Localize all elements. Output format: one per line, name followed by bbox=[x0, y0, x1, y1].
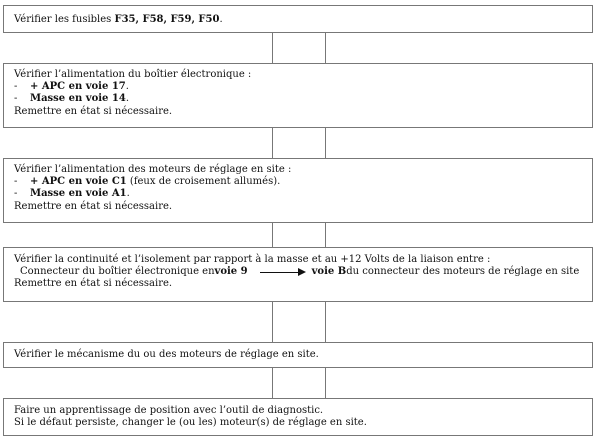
fuses-prefix: Vérifier les fusibles bbox=[14, 14, 115, 25]
learning-line-2: Si le défaut persiste, changer le (ou les) moteur(s) de réglage en site. bbox=[14, 417, 367, 429]
step-check-ecu-power bbox=[3, 63, 593, 128]
motor-power-item-2 bbox=[14, 188, 582, 200]
dash: - bbox=[14, 188, 18, 200]
connector-5 bbox=[272, 368, 326, 398]
connector-2 bbox=[272, 128, 326, 158]
wiring-voie-b: voie B bbox=[311, 266, 347, 278]
wiring-link bbox=[14, 266, 582, 278]
mechanism-text: Vérifier le mécanisme du ou des moteurs de réglage en site. bbox=[14, 349, 319, 360]
apc-voie-c1-note: (feux de croisement allumés). bbox=[126, 176, 281, 188]
connector-3 bbox=[272, 223, 326, 247]
apc-voie-17: + APC en voie 17 bbox=[30, 81, 126, 93]
connector-1 bbox=[272, 33, 326, 63]
wiring-intro: Vérifier la continuité et l’isolement par rapport à la masse et au +12 Volts de la liaison entre : bbox=[14, 254, 491, 265]
wiring-left-text: Connecteur du boîtier électronique en bbox=[20, 266, 215, 278]
dash: - bbox=[14, 176, 18, 188]
motor-power-intro: Vérifier l’alimentation des moteurs de réglage en site : bbox=[14, 164, 292, 175]
dash: - bbox=[14, 81, 18, 93]
fuses-list: F35, F58, F59, F50 bbox=[114, 14, 220, 25]
masse-voie-a1: Masse en voie A1 bbox=[30, 188, 127, 200]
apc-voie-c1: + APC en voie C1 bbox=[30, 176, 127, 188]
step-check-wiring bbox=[3, 247, 593, 302]
item-suffix: . bbox=[125, 93, 129, 105]
motor-power-item-1 bbox=[14, 176, 582, 188]
wiring-voie-9: voie 9 bbox=[214, 266, 248, 278]
fuses-line bbox=[14, 14, 582, 26]
ecu-power-item-2 bbox=[14, 93, 582, 105]
item-suffix: . bbox=[126, 188, 130, 200]
step-learning bbox=[3, 398, 593, 436]
wiring-right-text: du connecteur des moteurs de réglage en site bbox=[346, 266, 580, 278]
fuses-suffix: . bbox=[219, 14, 223, 25]
motor-power-repair: Remettre en état si nécessaire. bbox=[14, 200, 173, 212]
connector-4 bbox=[272, 302, 326, 342]
ecu-power-intro: Vérifier l’alimentation du boîtier électronique : bbox=[14, 69, 252, 80]
ecu-power-item-1 bbox=[14, 81, 582, 93]
wiring-repair: Remettre en état si nécessaire. bbox=[14, 278, 173, 290]
ecu-power-repair: Remettre en état si nécessaire. bbox=[14, 105, 173, 117]
right-arrow-icon bbox=[260, 267, 308, 277]
learning-line-1: Faire un apprentissage de position avec l’outil de diagnostic. bbox=[14, 405, 324, 416]
dash: - bbox=[14, 93, 18, 105]
step-check-motor-power bbox=[3, 158, 593, 223]
item-suffix: . bbox=[125, 81, 129, 93]
step-check-fuses bbox=[3, 5, 593, 33]
masse-voie-14: Masse en voie 14 bbox=[30, 93, 126, 105]
step-check-mechanism bbox=[3, 342, 593, 368]
